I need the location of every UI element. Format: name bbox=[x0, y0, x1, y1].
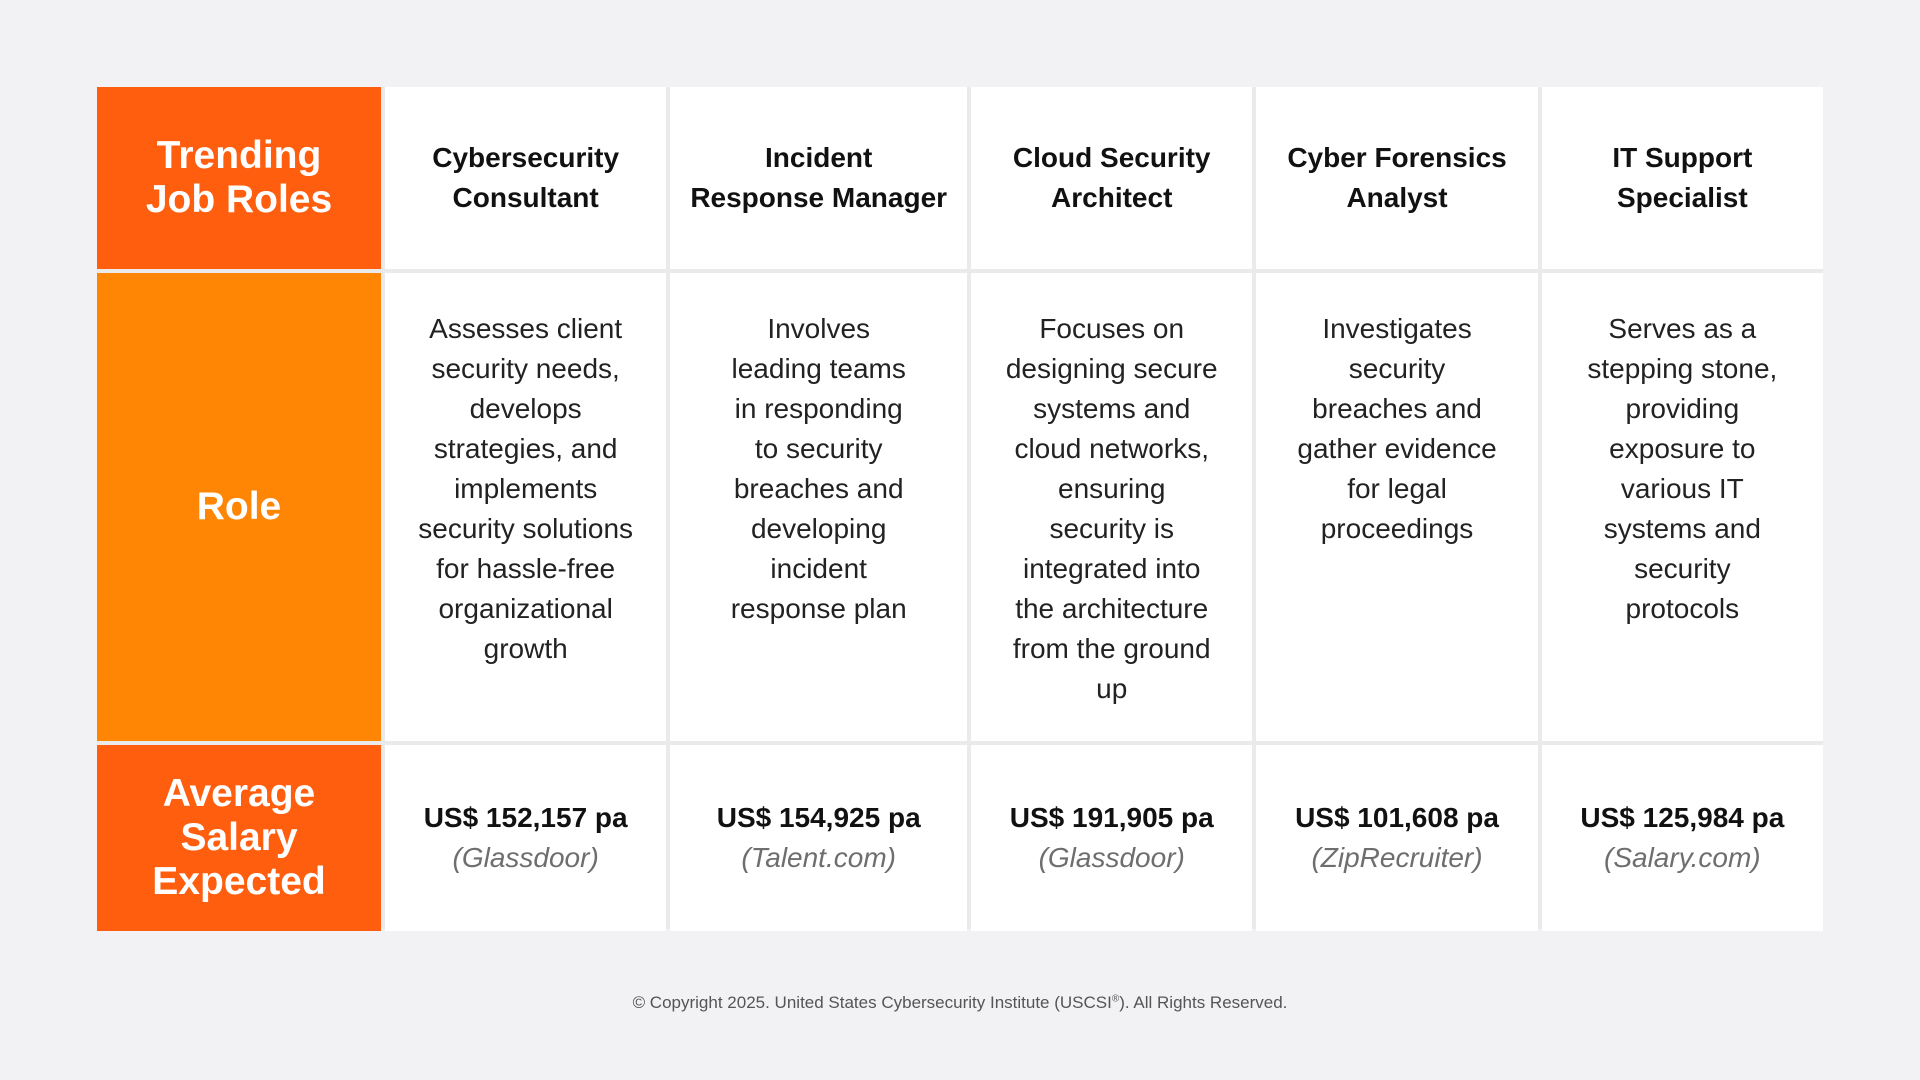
copyright-text-end: ). All Rights Reserved. bbox=[1119, 993, 1288, 1012]
label-line: Average bbox=[162, 772, 316, 815]
title-line: Cloud Security bbox=[1012, 142, 1211, 173]
salary-source: (ZipRecruiter) bbox=[1311, 842, 1483, 873]
title-line: IT Support bbox=[1612, 142, 1753, 173]
description-line: Investigates bbox=[1322, 313, 1472, 344]
trending-job-roles-label bbox=[97, 87, 381, 269]
description-line: in responding bbox=[734, 393, 903, 424]
description-line: ensuring bbox=[1058, 473, 1166, 504]
job-title-cybersecurity-consultant bbox=[385, 87, 666, 269]
description-line: response plan bbox=[730, 593, 907, 624]
salary-amount: US$ 154,925 pa bbox=[716, 802, 921, 833]
description-line: security solutions bbox=[418, 513, 634, 544]
description-line: implements bbox=[454, 473, 598, 504]
copyright-text: © Copyright 2025. United States Cybersecurity Institute (USCSI bbox=[632, 993, 1112, 1012]
title-line: Analyst bbox=[1346, 182, 1448, 213]
job-title-incident-response-manager bbox=[670, 87, 967, 269]
description-line: Focuses on bbox=[1039, 313, 1185, 344]
description-line: breaches and bbox=[733, 473, 904, 504]
role-label-text: Role bbox=[196, 485, 282, 528]
salary-source: (Glassdoor) bbox=[452, 842, 599, 873]
description-line: the architecture bbox=[1015, 593, 1209, 624]
role-description-incident-response-manager bbox=[670, 273, 967, 741]
salary-source: (Talent.com) bbox=[741, 842, 896, 873]
description-line: growth bbox=[483, 633, 568, 664]
salary-amount: US$ 152,157 pa bbox=[423, 802, 628, 833]
description-line: up bbox=[1096, 673, 1128, 704]
job-title-it-support-specialist bbox=[1542, 87, 1823, 269]
title-line: Response Manager bbox=[690, 182, 948, 213]
description-line: for legal bbox=[1347, 473, 1447, 504]
description-line: Assesses client bbox=[429, 313, 623, 344]
description-line: Involves bbox=[767, 313, 871, 344]
title-line: Consultant bbox=[452, 182, 599, 213]
description-line: security bbox=[1348, 353, 1446, 384]
description-line: gather evidence bbox=[1297, 433, 1497, 464]
title-line: Architect bbox=[1051, 182, 1173, 213]
label-line: Salary bbox=[180, 816, 298, 859]
label-line: Job Roles bbox=[145, 178, 333, 221]
description-line: strategies, and bbox=[433, 433, 618, 464]
job-title-cyber-forensics-analyst bbox=[1256, 87, 1537, 269]
description-line: security is bbox=[1049, 513, 1174, 544]
description-line: from the ground bbox=[1012, 633, 1211, 664]
job-roles-table bbox=[97, 87, 1823, 929]
description-line: integrated into bbox=[1022, 553, 1201, 584]
salary-source: (Salary.com) bbox=[1604, 842, 1761, 873]
description-line: organizational bbox=[438, 593, 613, 624]
salary-cybersecurity-consultant bbox=[385, 745, 666, 931]
description-line: for hassle-free bbox=[436, 553, 616, 584]
salary-amount: US$ 101,608 pa bbox=[1295, 802, 1499, 833]
description-line: designing secure bbox=[1005, 353, 1218, 384]
description-line: providing bbox=[1625, 393, 1740, 424]
role-description-cloud-security-architect bbox=[971, 273, 1252, 741]
description-line: Serves as a bbox=[1608, 313, 1757, 344]
description-line: exposure to bbox=[1609, 433, 1756, 464]
description-line: leading teams bbox=[731, 353, 906, 384]
salary-cyber-forensics-analyst bbox=[1256, 745, 1537, 931]
job-title-cloud-security-architect bbox=[971, 87, 1252, 269]
label-line: Expected bbox=[152, 860, 326, 903]
role-description-cyber-forensics-analyst bbox=[1256, 273, 1537, 741]
role-description-cybersecurity-consultant bbox=[385, 273, 666, 741]
description-line: breaches and bbox=[1312, 393, 1482, 424]
copyright-footer bbox=[0, 993, 1920, 1013]
average-salary-label bbox=[97, 745, 381, 931]
description-line: various IT bbox=[1620, 473, 1744, 504]
description-line: proceedings bbox=[1320, 513, 1474, 544]
salary-amount: US$ 191,905 pa bbox=[1009, 802, 1214, 833]
description-line: incident bbox=[770, 553, 867, 584]
description-line: security bbox=[1634, 553, 1731, 584]
salary-cloud-security-architect bbox=[971, 745, 1252, 931]
title-line: Cyber Forensics bbox=[1287, 142, 1507, 173]
role-label bbox=[97, 273, 381, 741]
title-line: Specialist bbox=[1616, 182, 1748, 213]
description-line: systems and bbox=[1033, 393, 1191, 424]
description-line: to security bbox=[754, 433, 883, 464]
description-line: develops bbox=[469, 393, 582, 424]
description-line: developing bbox=[750, 513, 887, 544]
salary-it-support-specialist bbox=[1542, 745, 1823, 931]
role-description-it-support-specialist bbox=[1542, 273, 1823, 741]
registered-mark: ® bbox=[1111, 993, 1120, 1005]
description-line: protocols bbox=[1625, 593, 1740, 624]
description-line: security needs, bbox=[431, 353, 620, 384]
title-line: Incident bbox=[765, 142, 873, 173]
description-line: stepping stone, bbox=[1587, 353, 1778, 384]
title-line: Cybersecurity bbox=[432, 142, 620, 173]
description-line: cloud networks, bbox=[1014, 433, 1209, 464]
salary-incident-response-manager bbox=[670, 745, 967, 931]
description-line: systems and bbox=[1603, 513, 1761, 544]
salary-amount: US$ 125,984 pa bbox=[1580, 802, 1785, 833]
label-line: Trending bbox=[156, 134, 322, 177]
salary-source: (Glassdoor) bbox=[1038, 842, 1185, 873]
